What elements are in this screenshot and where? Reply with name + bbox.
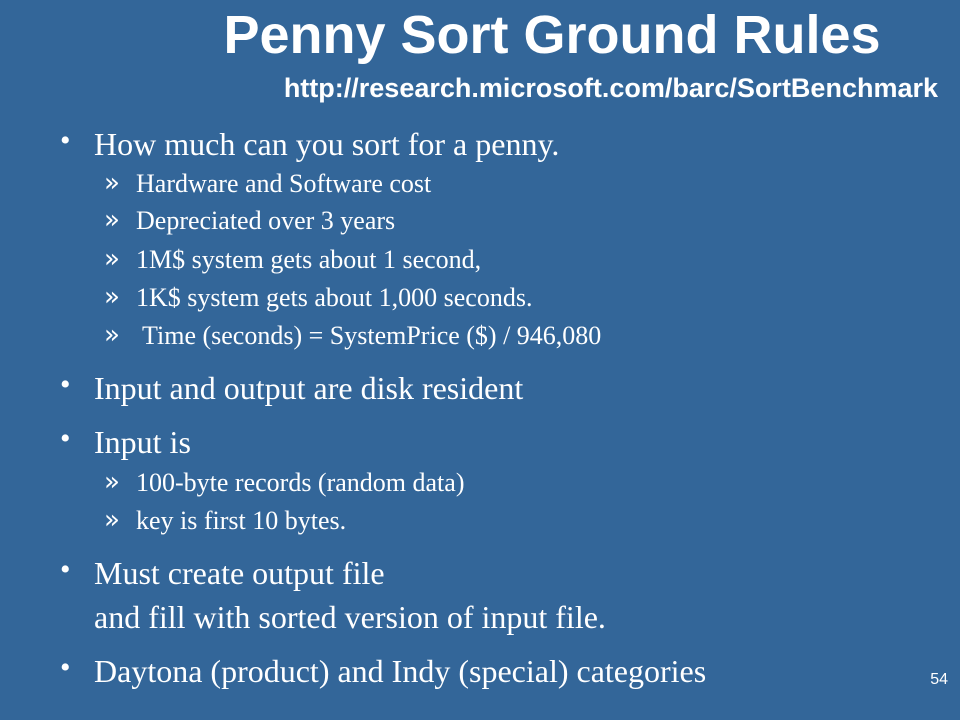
bullet-text: Input is — [94, 424, 191, 460]
double-chevron-icon: » — [104, 205, 120, 235]
bullet-dot-icon: • — [60, 553, 71, 586]
bullet-continuation: and fill with sorted version of input file. — [94, 599, 606, 635]
sub-bullet-text: Depreciated over 3 years — [136, 206, 396, 235]
sub-bullet-text: key is first 10 bytes. — [136, 506, 347, 535]
bullet-text: How much can you sort for a penny. — [94, 126, 560, 162]
double-chevron-icon: » — [104, 320, 120, 350]
sub-bullet-text: 1M$ system gets about 1 second, — [136, 245, 482, 274]
bullet-dot-icon: • — [60, 368, 71, 401]
bullet-text: Input and output are disk resident — [94, 370, 524, 406]
sub-bullet-text: Hardware and Software cost — [136, 169, 432, 198]
bullet-text: Must create output file — [94, 555, 385, 591]
sub-bullet-text: 1K$ system gets about 1,000 seconds. — [136, 283, 533, 312]
bullet-dot-icon: • — [60, 124, 71, 157]
double-chevron-icon: » — [104, 505, 120, 535]
page-number: 54 — [930, 671, 948, 688]
sub-bullet-text: Time (seconds) = SystemPrice ($) / 946,080 — [136, 321, 602, 350]
double-chevron-icon: » — [104, 467, 120, 497]
bullet-dot-icon: • — [60, 422, 71, 455]
bullet-dot-icon: • — [60, 651, 71, 684]
double-chevron-icon: » — [104, 168, 120, 198]
benchmark-url: http://research.microsoft.com/barc/SortBenchmark — [283, 73, 938, 103]
sub-bullet-text: 100-byte records (random data) — [136, 468, 465, 497]
double-chevron-icon: » — [104, 244, 120, 274]
double-chevron-icon: » — [104, 282, 120, 312]
slide-title: Penny Sort Ground Rules — [223, 5, 881, 65]
bullet-text: Daytona (product) and Indy (special) categories — [94, 653, 707, 689]
